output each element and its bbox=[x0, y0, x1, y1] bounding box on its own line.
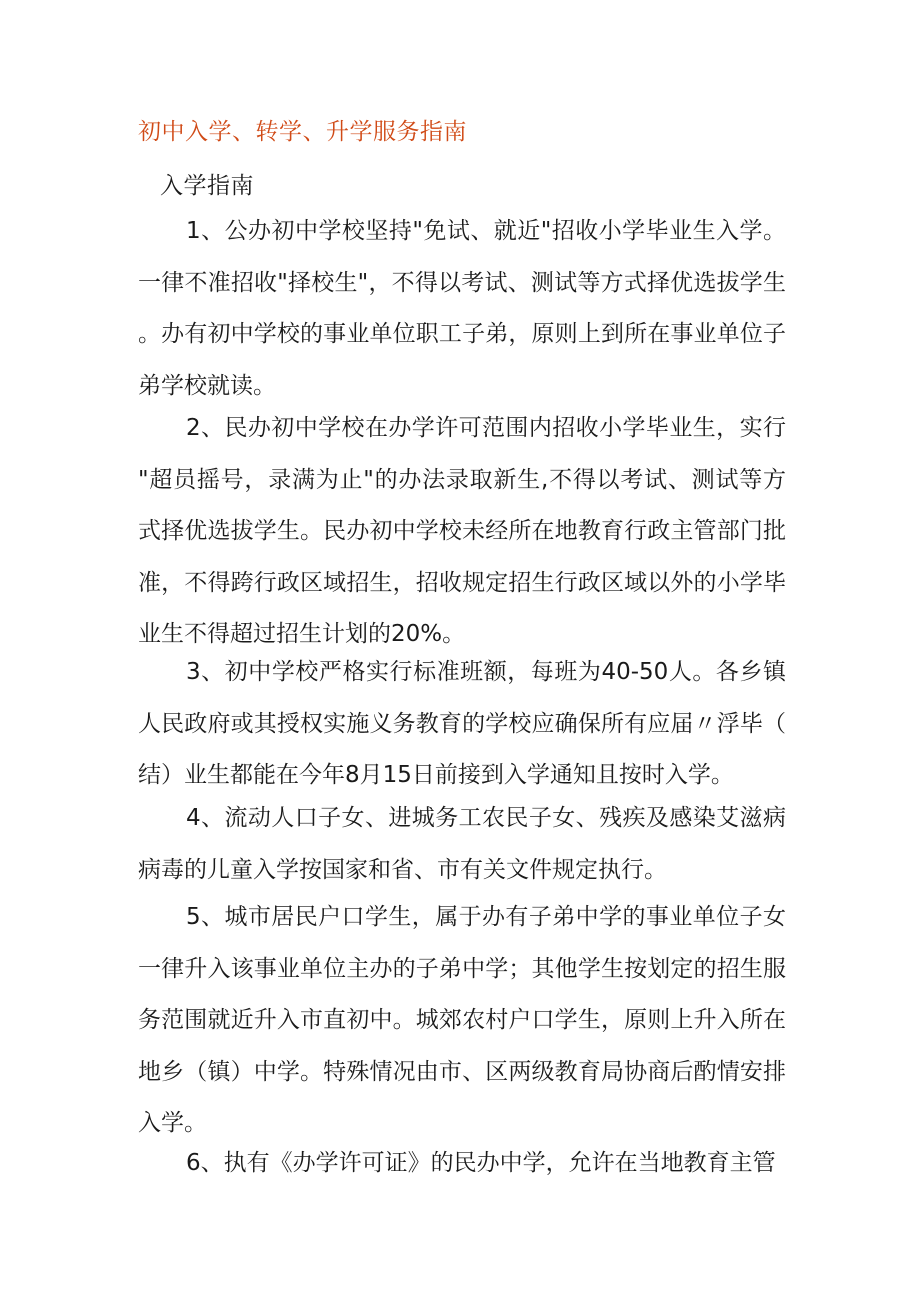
paragraph-5: 5、城市居民户口学生，属于办有子弟中学的事业单位子女一律升入该事业单位主办的子弟中学；其他学生按划定的招生服务范围就近升入市直初中。城郊农村户口学生，原则上升入所在地乡（镇）中学。特殊情况由市、区两级教育局协商后酌情安排入学。 bbox=[138, 904, 786, 1137]
section-heading: 入学指南 bbox=[160, 173, 254, 199]
paragraph-1: 1、公办初中学校坚持"免试、就近"招收小学毕业生入学。一律不准招收"择校生"，不得以考试、测试等方式择优选拔学生。办有初中学校的事业单位职工子弟，原则上到所在事业单位子弟学校就读。 bbox=[138, 218, 786, 399]
paragraph-3: 3、初中学校严格实行标准班额，每班为40-50人。各乡镇人民政府或其授权实施义务教育的学校应确保所有应届〃浮毕（结）业生都能在今年8月15日前接到入学通知且按时入学。 bbox=[138, 659, 786, 789]
paragraph-2: 2、民办初中学校在办学许可范围内招收小学毕业生，实行"超员摇号，录满为止"的办法录取新生,不得以考试、测试等方式择优选拔学生。民办初中学校未经所在地教育行政主管部门批准，不得跨行政区域招生，招收规定招生行政区域以外的小学毕业生不得超过招生计划的20%。 bbox=[138, 415, 786, 648]
paragraph-4: 4、流动人口子女、进城务工农民子女、残疾及感染艾滋病病毒的儿童入学按国家和省、市有关文件规定执行。 bbox=[138, 805, 786, 883]
document-title: 初中入学、转学、升学服务指南 bbox=[138, 119, 467, 145]
paragraph-6: 6、执有《办学许可证》的民办中学，允许在当地教育主管 bbox=[186, 1150, 776, 1176]
